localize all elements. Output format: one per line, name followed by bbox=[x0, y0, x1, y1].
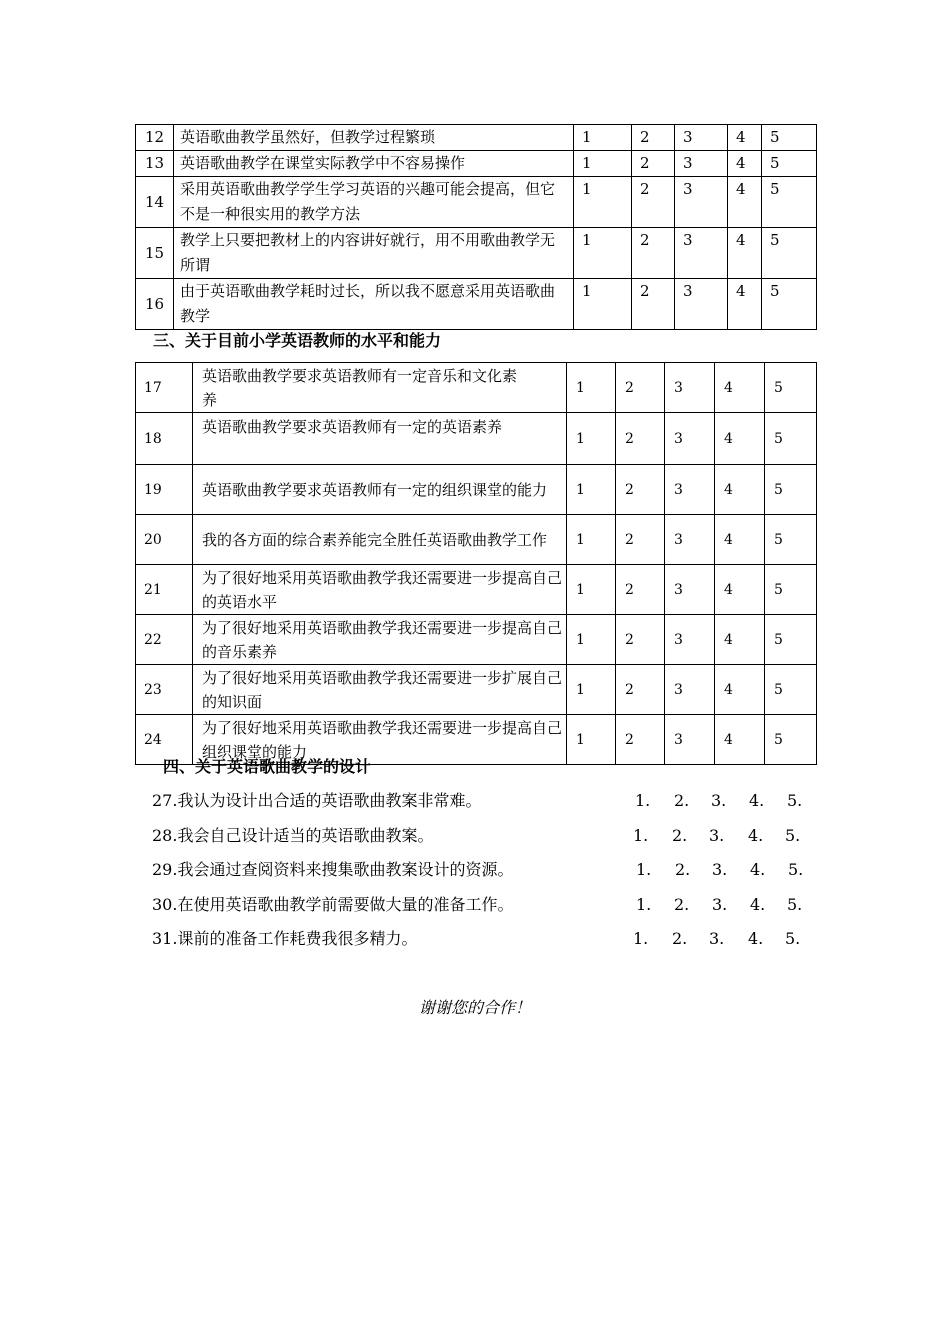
item-statement: 为了很好地采用英语歌曲教学我还需要进一步扩展自己的知识面 bbox=[193, 665, 567, 715]
item-statement: 教学上只要把教材上的内容讲好就行，用不用歌曲教学无所谓 bbox=[174, 228, 574, 279]
item-statement: 为了很好地采用英语歌曲教学我还需要进一步提高自己组织课堂的能力 bbox=[193, 715, 567, 765]
score-option[interactable]: 3 bbox=[675, 177, 728, 228]
question-text: 30.在使用英语歌曲教学前需要做大量的准备工作。 bbox=[152, 895, 514, 914]
table-row bbox=[136, 665, 817, 715]
answer-option[interactable]: 4. bbox=[750, 895, 766, 914]
question-text: 28.我会自己设计适当的英语歌曲教案。 bbox=[152, 826, 434, 845]
score-option[interactable]: 4 bbox=[715, 515, 765, 565]
score-option[interactable]: 1 bbox=[574, 177, 632, 228]
score-option[interactable]: 3 bbox=[675, 151, 728, 177]
score-option[interactable]: 5 bbox=[765, 615, 817, 665]
table-row bbox=[136, 177, 817, 228]
score-option[interactable]: 1 bbox=[567, 363, 616, 413]
score-option[interactable]: 3 bbox=[665, 715, 715, 765]
score-option[interactable]: 4 bbox=[715, 715, 765, 765]
answer-option[interactable]: 1. bbox=[636, 895, 652, 914]
score-option[interactable]: 1 bbox=[574, 279, 632, 330]
item-statement: 由于英语歌曲教学耗时过长，所以我不愿意采用英语歌曲教学 bbox=[174, 279, 574, 330]
item-number: 24 bbox=[136, 715, 193, 765]
answer-option[interactable]: 5. bbox=[787, 895, 803, 914]
table-row bbox=[136, 151, 817, 177]
item-statement: 英语歌曲教学要求英语教师有一定音乐和文化素养 bbox=[193, 363, 567, 413]
score-option[interactable]: 5 bbox=[765, 715, 817, 765]
answer-option[interactable]: 3. bbox=[712, 860, 728, 879]
score-option[interactable]: 4 bbox=[728, 177, 762, 228]
section-heading: 四、关于英语歌曲教学的设计 bbox=[163, 757, 372, 776]
score-option[interactable]: 2 bbox=[632, 177, 675, 228]
table-row bbox=[136, 465, 817, 515]
score-option[interactable]: 4 bbox=[728, 151, 762, 177]
score-option[interactable]: 4 bbox=[715, 665, 765, 715]
score-option[interactable]: 3 bbox=[665, 515, 715, 565]
score-option[interactable]: 4 bbox=[715, 363, 765, 413]
score-option[interactable]: 5 bbox=[765, 515, 817, 565]
answer-option[interactable]: 2. bbox=[674, 895, 690, 914]
score-option[interactable]: 5 bbox=[762, 177, 817, 228]
score-option[interactable]: 3 bbox=[675, 228, 728, 279]
score-option[interactable]: 2 bbox=[616, 665, 665, 715]
answer-option[interactable]: 4. bbox=[748, 929, 764, 948]
score-option[interactable]: 1 bbox=[567, 665, 616, 715]
score-option[interactable]: 1 bbox=[574, 151, 632, 177]
table-row bbox=[136, 515, 817, 565]
item-number: 22 bbox=[136, 615, 193, 665]
answer-option[interactable]: 3. bbox=[709, 826, 725, 845]
answer-option[interactable]: 5. bbox=[785, 826, 801, 845]
answer-option[interactable]: 3. bbox=[709, 929, 725, 948]
score-option[interactable]: 2 bbox=[616, 465, 665, 515]
item-statement: 我的各方面的综合素养能完全胜任英语歌曲教学工作 bbox=[193, 515, 567, 565]
question-text: 29.我会通过查阅资料来搜集歌曲教案设计的资源。 bbox=[152, 860, 514, 879]
survey-table-part2 bbox=[135, 124, 817, 330]
table-row bbox=[136, 565, 817, 615]
score-option[interactable]: 4 bbox=[715, 413, 765, 465]
answer-option[interactable]: 4. bbox=[750, 860, 766, 879]
score-option[interactable]: 5 bbox=[762, 279, 817, 330]
score-option[interactable]: 5 bbox=[762, 125, 817, 151]
score-option[interactable]: 3 bbox=[675, 125, 728, 151]
table-row bbox=[136, 125, 817, 151]
answer-option[interactable]: 5. bbox=[788, 860, 804, 879]
score-option[interactable]: 5 bbox=[765, 565, 817, 615]
score-option[interactable]: 2 bbox=[616, 715, 665, 765]
score-option[interactable]: 1 bbox=[567, 615, 616, 665]
score-option[interactable]: 1 bbox=[567, 465, 616, 515]
item-statement: 为了很好地采用英语歌曲教学我还需要进一步提高自己的音乐素养 bbox=[193, 615, 567, 665]
score-option[interactable]: 1 bbox=[567, 715, 616, 765]
score-option[interactable]: 1 bbox=[567, 515, 616, 565]
item-number: 13 bbox=[136, 151, 174, 177]
score-option[interactable]: 1 bbox=[567, 413, 616, 465]
score-option[interactable]: 2 bbox=[616, 515, 665, 565]
score-option[interactable]: 3 bbox=[665, 465, 715, 515]
section-heading: 三、关于目前小学英语教师的水平和能力 bbox=[153, 331, 442, 350]
table-row bbox=[136, 279, 817, 330]
score-option[interactable]: 4 bbox=[715, 465, 765, 515]
item-number: 21 bbox=[136, 565, 193, 615]
score-option[interactable]: 2 bbox=[616, 615, 665, 665]
score-option[interactable]: 2 bbox=[632, 279, 675, 330]
item-number: 20 bbox=[136, 515, 193, 565]
score-option[interactable]: 4 bbox=[728, 228, 762, 279]
score-option[interactable]: 5 bbox=[765, 465, 817, 515]
item-number: 23 bbox=[136, 665, 193, 715]
question-item bbox=[152, 824, 812, 848]
score-option[interactable]: 1 bbox=[567, 565, 616, 615]
score-option[interactable]: 4 bbox=[728, 279, 762, 330]
answer-option[interactable]: 1. bbox=[635, 791, 651, 810]
question-text: 31.课前的准备工作耗费我很多精力。 bbox=[152, 929, 418, 948]
answer-option[interactable]: 4. bbox=[748, 826, 764, 845]
answer-option[interactable]: 3. bbox=[712, 895, 728, 914]
score-option[interactable]: 3 bbox=[675, 279, 728, 330]
score-option[interactable]: 2 bbox=[616, 413, 665, 465]
score-option[interactable]: 3 bbox=[665, 413, 715, 465]
closing-thanks: 谢谢您的合作！ bbox=[418, 998, 531, 1017]
answer-option[interactable]: 1. bbox=[633, 929, 649, 948]
item-number: 12 bbox=[136, 125, 174, 151]
score-option[interactable]: 3 bbox=[665, 615, 715, 665]
answer-option[interactable]: 2. bbox=[674, 791, 690, 810]
item-number: 17 bbox=[136, 363, 193, 413]
item-number: 19 bbox=[136, 465, 193, 515]
answer-option[interactable]: 4. bbox=[749, 791, 765, 810]
score-option[interactable]: 1 bbox=[574, 125, 632, 151]
answer-option[interactable]: 2. bbox=[675, 860, 691, 879]
item-statement: 英语歌曲教学虽然好，但教学过程繁琐 bbox=[174, 125, 574, 151]
table-row bbox=[136, 363, 817, 413]
question-item bbox=[152, 893, 812, 917]
score-option[interactable]: 3 bbox=[665, 665, 715, 715]
score-option[interactable]: 4 bbox=[728, 125, 762, 151]
answer-option[interactable]: 1. bbox=[636, 860, 652, 879]
score-option[interactable]: 5 bbox=[765, 363, 817, 413]
item-statement: 英语歌曲教学在课堂实际教学中不容易操作 bbox=[174, 151, 574, 177]
item-statement: 为了很好地采用英语歌曲教学我还需要进一步提高自己的英语水平 bbox=[193, 565, 567, 615]
table-row bbox=[136, 413, 817, 465]
answer-option[interactable]: 5. bbox=[787, 791, 803, 810]
score-option[interactable]: 3 bbox=[665, 565, 715, 615]
score-option[interactable]: 5 bbox=[762, 151, 817, 177]
question-item bbox=[152, 927, 812, 951]
table-row bbox=[136, 615, 817, 665]
score-option[interactable]: 5 bbox=[765, 665, 817, 715]
question-item bbox=[152, 789, 812, 813]
survey-table-part3 bbox=[135, 362, 817, 765]
score-option[interactable]: 4 bbox=[715, 615, 765, 665]
answer-option[interactable]: 2. bbox=[672, 929, 688, 948]
score-option[interactable]: 3 bbox=[665, 363, 715, 413]
item-number: 14 bbox=[136, 177, 174, 228]
answer-option[interactable]: 2. bbox=[672, 826, 688, 845]
score-option[interactable]: 2 bbox=[632, 151, 675, 177]
item-statement: 英语歌曲教学要求英语教师有一定的组织课堂的能力 bbox=[193, 465, 567, 515]
item-statement: 英语歌曲教学要求英语教师有一定的英语素养 bbox=[193, 413, 567, 465]
item-number: 18 bbox=[136, 413, 193, 465]
answer-option[interactable]: 1. bbox=[633, 826, 649, 845]
score-option[interactable]: 2 bbox=[616, 565, 665, 615]
item-number: 15 bbox=[136, 228, 174, 279]
answer-option[interactable]: 3. bbox=[711, 791, 727, 810]
score-option[interactable]: 5 bbox=[765, 413, 817, 465]
question-text: 27.我认为设计出合适的英语歌曲教案非常难。 bbox=[152, 791, 482, 810]
score-option[interactable]: 5 bbox=[762, 228, 817, 279]
score-option[interactable]: 1 bbox=[574, 228, 632, 279]
answer-option[interactable]: 5. bbox=[785, 929, 801, 948]
item-number: 16 bbox=[136, 279, 174, 330]
score-option[interactable]: 2 bbox=[632, 125, 675, 151]
question-item bbox=[152, 858, 812, 882]
score-option[interactable]: 2 bbox=[616, 363, 665, 413]
item-statement: 采用英语歌曲教学学生学习英语的兴趣可能会提高，但它不是一种很实用的教学方法 bbox=[174, 177, 574, 228]
score-option[interactable]: 2 bbox=[632, 228, 675, 279]
table-row bbox=[136, 228, 817, 279]
score-option[interactable]: 4 bbox=[715, 565, 765, 615]
